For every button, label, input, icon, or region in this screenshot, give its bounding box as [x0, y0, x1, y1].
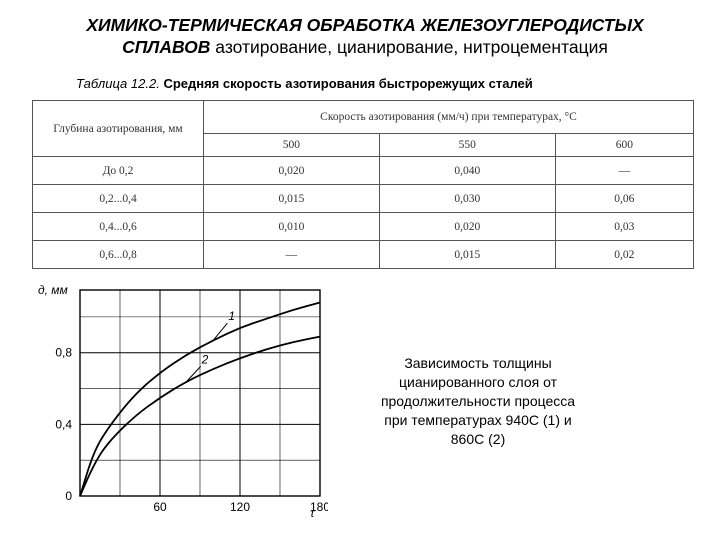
depth-cell: 0,2...0,4 [33, 185, 204, 213]
value-cell: 0,02 [555, 241, 693, 269]
depth-cell: 0,6...0,8 [33, 241, 204, 269]
y-tick-label: 0 [65, 489, 72, 503]
value-cell: 0,06 [555, 185, 693, 213]
y-axis-label: д, мм [38, 283, 68, 297]
value-cell: 0,010 [204, 213, 380, 241]
value-cell: 0,040 [379, 157, 555, 185]
nitriding-table [32, 100, 694, 269]
title-bold: ХИМИКО-ТЕРМИЧЕСКАЯ ОБРАБОТКА ЖЕЛЕЗОУГЛЕРОДИСТЫХ СПЛАВОВ [86, 15, 644, 57]
table-row [33, 213, 694, 241]
table-caption [76, 76, 533, 91]
value-cell: — [204, 241, 380, 269]
x-axis-label: τ [310, 506, 315, 520]
value-cell: 0,030 [379, 185, 555, 213]
y-tick-label: 0,4 [55, 417, 72, 432]
value-cell: 0,015 [204, 185, 380, 213]
temp-header-500: 500 [204, 134, 380, 157]
table-row [33, 157, 694, 185]
value-cell: 0,020 [204, 157, 380, 185]
temp-header-550: 550 [379, 134, 555, 157]
x-tick-label: 120 [229, 500, 251, 514]
y-tick-label: 0,8 [55, 345, 72, 360]
table-caption-number: Таблица 12.2. [76, 76, 160, 91]
title-rest: азотирование, цианирование, нитроцементация [215, 37, 608, 57]
depth-cell: До 0,2 [33, 157, 204, 185]
value-cell: 0,03 [555, 213, 693, 241]
table-row [33, 185, 694, 213]
x-tick-label: 60 [153, 500, 167, 514]
value-cell: — [555, 157, 693, 185]
table-caption-text: Средняя скорость азотирования быстрорежущих сталей [163, 76, 533, 91]
chart-ticks [55, 346, 328, 514]
table-row [33, 241, 694, 269]
speed-header: Скорость азотирования (мм/ч) при температурах, °С [204, 101, 694, 134]
series-label-2: 2 [201, 352, 209, 367]
depth-cell: 0,4...0,6 [33, 213, 204, 241]
chart-svg [28, 280, 328, 525]
chart-description: Зависимость толщины цианированного слоя от продолжительности процесса при температурах 940С (1) и 860С (2) [380, 355, 576, 447]
depth-header: Глубина азотирования, мм [33, 101, 204, 157]
x-tick-label: 180 [309, 500, 328, 514]
value-cell: 0,015 [379, 241, 555, 269]
temp-header-600: 600 [555, 134, 693, 157]
chart-grid [80, 290, 320, 496]
slide-title [40, 14, 690, 58]
series-label-1: 1 [228, 309, 236, 324]
cyaniding-chart [28, 280, 328, 530]
value-cell: 0,020 [379, 213, 555, 241]
